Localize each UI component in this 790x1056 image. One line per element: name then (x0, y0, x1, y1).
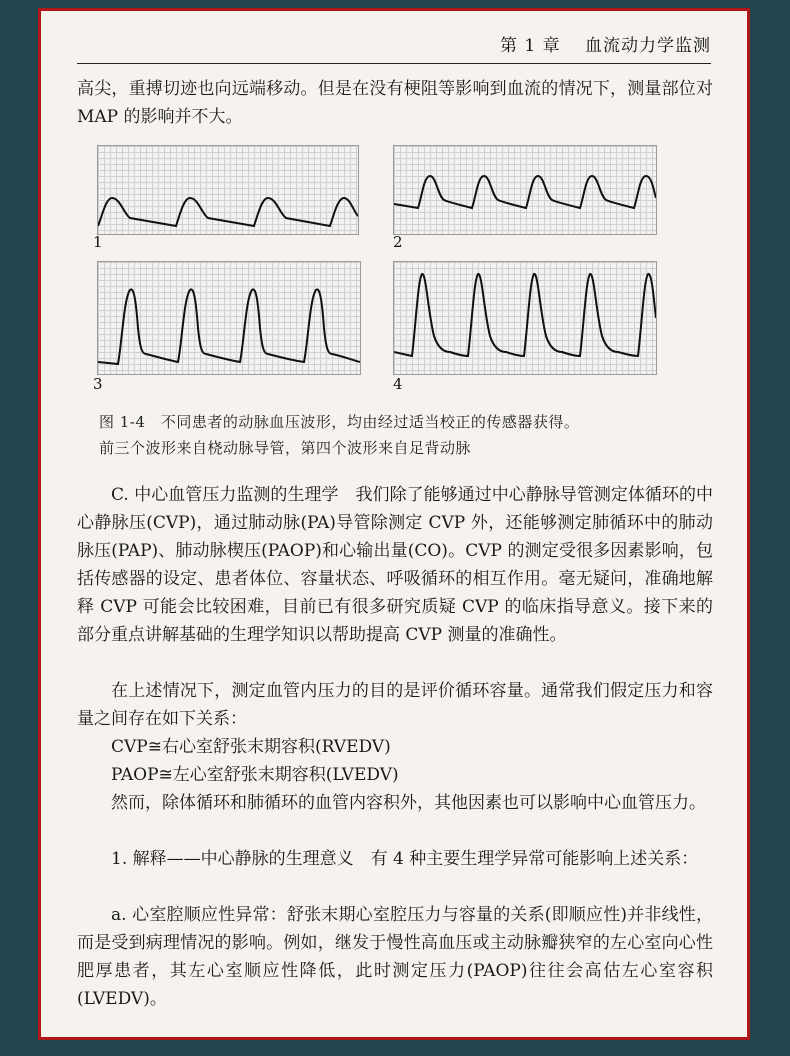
intro-paragraph: 高尖，重搏切迹也向远端移动。但是在没有梗阻等影响到血流的情况下，测量部位对 MAP 的影响并不大。 (77, 79, 713, 127)
panel-label-2: 2 (393, 233, 403, 251)
running-head (500, 31, 711, 56)
panel-label-4: 4 (393, 375, 403, 393)
panel-label-1: 1 (93, 233, 103, 251)
waveform-panel-3 (97, 261, 361, 375)
waveform-trace-4 (394, 262, 656, 374)
waveform-trace-1 (98, 146, 358, 234)
waveform-panel-4 (393, 261, 657, 375)
waveform-panel-1 (97, 145, 359, 235)
equation-cvp: CVP≅右心室舒张末期容积(RVEDV) (111, 737, 391, 757)
panel-label-3: 3 (93, 375, 103, 393)
chapter-number: 第 1 章 (499, 36, 561, 56)
figure-caption-line-2: 前三个波形来自桡动脉导管，第四个波形来自足背动脉 (99, 439, 472, 457)
chapter-title: 血流动力学监测 (585, 36, 711, 56)
header-rule (77, 63, 711, 64)
body-paragraph-compliance: a. 心室腔顺应性异常：舒张末期心室腔压力与容量的关系(即顺应性)并非线性，而是受到病理情况的影响。例如，继发于慢性高血压或主动脉瓣狭窄的左心室向心性肥厚患者，其左心室顺应性降低，此时测定压力(PAOP)往往会高估左心室容积(LVEDV)。 (77, 905, 713, 1009)
waveform-trace-3 (98, 262, 360, 374)
body-paragraph-1: C. 中心血管压力监测的生理学 我们除了能够通过中心静脉导管测定体循环的中心静脉压(CVP)，通过肺动脉(PA)导管除测定 CVP 外，还能够测定肺循环中的肺动脉压(PAP)、肺动脉楔压(PAOP)和心输出量(CO)。CVP 的测定受很多因素影响，包括传感器的设定、患者体位、容量状态、呼吸循环的相互作用。毫无疑问，准确地解释 CVP 可能会比较困难，目前已有很多研究质疑 CVP 的临床指导意义。接下来的部分重点讲解基础的生理学知识以帮助提高 CVP 测量的准确性。 (77, 485, 713, 645)
figure-caption-line-1: 图 1-4 不同患者的动脉血压波形，均由经过适当校正的传感器获得。 (99, 413, 580, 431)
equation-paop: PAOP≅左心室舒张末期容积(LVEDV) (111, 765, 399, 785)
waveform-trace-2 (394, 146, 656, 234)
body-paragraph-3: 然而，除体循环和肺循环的血管内容积外，其他因素也可以影响中心血管压力。 (111, 793, 706, 813)
page-frame (38, 8, 750, 1040)
body-paragraph-2: 在上述情况下，测定血管内压力的目的是评价循环容量。通常我们假定压力和容量之间存在如下关系： (77, 681, 713, 729)
waveform-panel-2 (393, 145, 657, 235)
section-heading-interpretation: 1. 解释——中心静脉的生理意义 有 4 种主要生理学异常可能影响上述关系： (111, 849, 699, 869)
